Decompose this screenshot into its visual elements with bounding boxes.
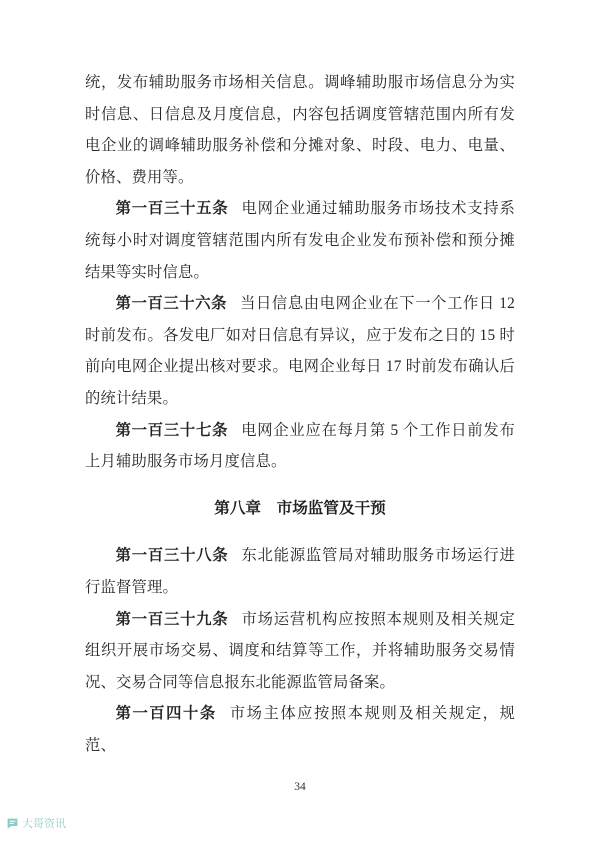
paragraph-text: 电网企业应在每月第 5 个工作日前发布上月辅助服务市场月度信息。	[85, 421, 515, 471]
watermark	[6, 815, 66, 831]
article-number: 第一百三十九条	[115, 610, 229, 628]
paragraph-text: 市场主体应按照本规则及相关规定，规范、	[85, 705, 515, 754]
paragraph-text: 电网企业通过辅助服务市场技术支持系统每小时对调度管辖范围内所有发电企业发布预补偿和预分摊结果等实时信息。	[85, 200, 515, 281]
paragraph-article-137	[85, 415, 515, 478]
article-number: 第一百三十七条	[115, 421, 229, 439]
article-number: 第一百四十条	[115, 705, 217, 723]
page-number: 34	[294, 781, 306, 793]
paragraph-article-135	[85, 193, 515, 288]
paragraph-text: 东北能源监管局对辅助服务市场运行进行监督管理。	[85, 547, 515, 596]
chapter-heading: 第八章 市场监管及干预	[214, 499, 386, 517]
article-number: 第一百三十六条	[115, 295, 228, 313]
watermark-text: 大哥资讯	[22, 818, 66, 830]
article-number: 第一百三十五条	[115, 200, 229, 218]
paragraph-text: 当日信息由电网企业在下一个工作日 12 时前发布。各发电厂如对日信息有异议，应于发布之日的 15 时前向电网企业提出核对要求。电网企业每日 17 时前发布确认后的统计结果。	[85, 295, 515, 407]
paragraph-article-140	[85, 698, 515, 761]
paragraph-article-136	[85, 288, 515, 414]
paragraph-text: 统，发布辅助服务市场相关信息。调峰辅助服市场信息分为实时信息、日信息及月度信息，内容包括调度管辖范围内所有发电企业的调峰辅助服务补偿和分摊对象、时段、电力、电量、价格、费用等。	[85, 74, 515, 186]
paragraph-article-139	[85, 604, 515, 699]
document-content	[85, 67, 515, 761]
paragraph-text: 市场运营机构应按照本规则及相关规定组织开展市场交易、调度和结算等工作，并将辅助服务交易情况、交易合同等信息报东北能源监管局备案。	[85, 610, 515, 691]
article-number: 第一百三十八条	[115, 547, 229, 565]
paragraph-continuation	[85, 67, 515, 193]
paragraph-article-138	[85, 540, 515, 603]
watermark-logo-icon	[6, 817, 19, 830]
